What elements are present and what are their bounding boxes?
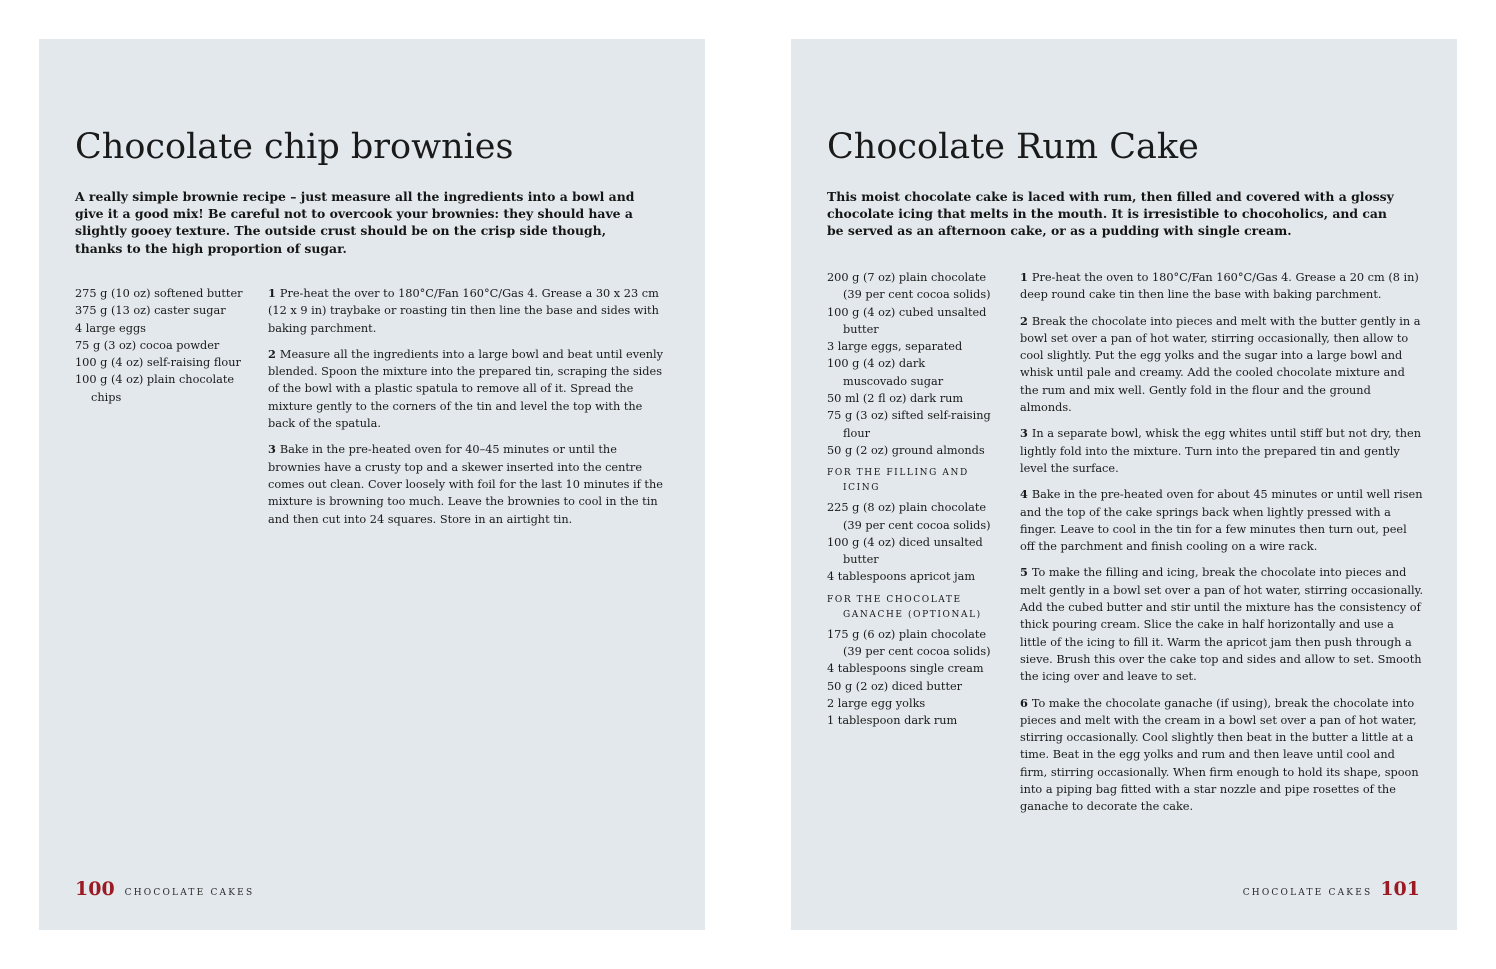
ingredient-item: 100 g (4 oz) dark muscovado sugar: [827, 357, 944, 388]
left-page: [39, 39, 705, 930]
ganache-subheading: FOR THE CHOCOLATE GANACHE (OPTIONAL): [827, 594, 982, 620]
recipe-title: Chocolate Rum Cake: [827, 127, 1199, 167]
filling-subheading: FOR THE FILLING AND ICING: [827, 468, 969, 494]
ingredient-item: 4 tablespoons single cream: [827, 662, 984, 676]
recipe-intro: This moist chocolate cake is laced with rum, then filled and covered with a glossy chocolate icing that melts in the mouth. It is irresistible to chocoholics, and can be served as an afternoon cake, or as a pudding with single cream.: [827, 189, 1394, 239]
ingredient-item: 275 g (10 oz) softened butter: [75, 287, 243, 300]
step-text: Measure all the ingredients into a large bowl and beat until evenly blended. Spoon the mixture into the prepared tin, scraping the sides of the bowl with a plastic spatula to remove all of it. Spread the mixture gently to the corners of the tin and level the top with the back of the spatula.: [268, 347, 664, 431]
step-number: 1: [268, 286, 276, 300]
step-text: Bake in the pre-heated oven for 40–45 minutes or until the brownies have a crusty top and a skewer inserted into the centre comes out clean. Cover loosely with foil for the last 10 minutes if the mixture is browning too much. Leave the brownies to cool in the tin and then cut into 24 squares. Store in an airtight tin.: [268, 443, 663, 526]
ingredients-list: [827, 269, 992, 730]
step-number: 2: [268, 346, 276, 361]
ingredient-item: 50 g (2 oz) diced butter: [827, 679, 963, 693]
step-number: 6: [1020, 695, 1028, 710]
step-text: Pre-heat the oven to 180°C/Fan 160°C/Gas 4. Grease a 20 cm (8 in) deep round cake tin then line the base with baking parchment.: [1020, 271, 1419, 302]
ingredient-item: 200 g (7 oz) plain chocolate (39 per cent cocoa solids): [827, 271, 991, 302]
method-step: [1020, 564, 1424, 685]
method-step: [268, 346, 670, 432]
ingredient-item: 75 g (3 oz) sifted self-raising flour: [827, 409, 991, 440]
step-text: Break the chocolate into pieces and melt with the butter gently in a bowl set over a pan of hot water, stirring occasionally, then allow to cool slightly. Put the egg yolks and the sugar into a large bowl and whisk until pale and creamy. Add the cooled chocolate mixture and the rum and mix well. Gently fold in the flour and the ground almonds.: [1020, 314, 1421, 415]
ingredient-item: 225 g (8 oz) plain chocolate (39 per cent cocoa solids): [827, 501, 991, 532]
recipe-intro: A really simple brownie recipe – just measure all the ingredients into a bowl and give it a good mix! Be careful not to overcook your brownies: they should have a slightly gooey texture. The outside crust should be on the crisp side though, thanks to the high proportion of sugar.: [75, 189, 635, 256]
section-name: CHOCOLATE CAKES: [124, 888, 255, 898]
page-footer: [75, 878, 254, 900]
step-number: 5: [1020, 565, 1028, 580]
ingredient-item: 4 tablespoons apricot jam: [827, 570, 976, 584]
method-step: [1020, 425, 1424, 477]
step-number: 3: [1020, 426, 1028, 441]
page-number: 101: [1380, 878, 1420, 900]
ingredient-item: 4 large eggs: [75, 321, 146, 335]
step-text: To make the chocolate ganache (if using), break the chocolate into pieces and melt with the cream in a bowl set over a pan of hot water, stirring occasionally. Cool slightly then beat in the butter a little at a time. Beat in the egg yolks and rum and then leave until cool and firm, stirring occasionally. When firm enough to hold its shape, spoon into a piping bag fitted with a star nozzle and pipe rosettes of the ganache to decorate the cake.: [1020, 696, 1419, 814]
method-step: [1020, 313, 1424, 417]
step-number: 4: [1020, 487, 1028, 502]
ingredient-item: 75 g (3 oz) cocoa powder: [75, 338, 220, 352]
method-step: [268, 285, 670, 337]
ingredient-item: 3 large eggs, separated: [827, 340, 963, 354]
step-text: In a separate bowl, whisk the egg whites until stiff but not dry, then lightly fold into the mixture. Turn into the prepared tin and gently level the surface.: [1020, 427, 1422, 475]
method-steps: [268, 285, 670, 537]
ingredient-item: 100 g (4 oz) plain chocolate chips: [75, 373, 235, 404]
page-footer: [1243, 878, 1420, 900]
method-step: [1020, 695, 1424, 816]
ingredient-item: 2 large egg yolks: [827, 696, 926, 710]
method-step: [268, 441, 670, 527]
ingredients-list: [75, 285, 245, 406]
recipe-title: Chocolate chip brownies: [75, 127, 514, 167]
ingredient-item: 175 g (6 oz) plain chocolate (39 per cent cocoa solids): [827, 627, 991, 659]
step-text: Pre-heat the over to 180°C/Fan 160°C/Gas 4. Grease a 30 x 23 cm (12 x 9 in) traybake or roasting tin then line the base and sides with baking parchment.: [268, 287, 659, 335]
ingredient-item: 375 g (13 oz) caster sugar: [75, 304, 226, 318]
ingredient-item: 100 g (4 oz) cubed unsalted butter: [827, 305, 987, 336]
ingredient-item: 100 g (4 oz) self-raising flour: [75, 356, 241, 370]
section-name: CHOCOLATE CAKES: [1242, 888, 1373, 898]
method-step: [1020, 269, 1424, 304]
step-text: To make the filling and icing, break the chocolate into pieces and melt gently in a bowl set over a pan of hot water, stirring occasionally. Add the cubed butter and stir until the mixture has the consistency of thick pouring cream. Slice the cake in half horizontally and use a little of the icing to fill it. Warm the apricot jam then push through a sieve. Brush this over the cake top and sides and allow to set. Smooth the icing over and leave to set.: [1020, 566, 1424, 684]
step-number: 2: [1020, 313, 1028, 328]
ingredient-item: 100 g (4 oz) diced unsalted butter: [827, 535, 983, 567]
right-page: [791, 39, 1457, 930]
method-steps: [1020, 269, 1424, 825]
page-number: 100: [75, 878, 115, 900]
method-step: [1020, 486, 1424, 555]
step-text: Bake in the pre-heated oven for about 45 minutes or until well risen and the top of the cake springs back when lightly pressed with a finger. Leave to cool in the tin for a few minutes then turn out, peel off the parchment and finish cooling on a wire rack.: [1020, 488, 1423, 554]
ingredient-item: 50 ml (2 fl oz) dark rum: [827, 392, 964, 406]
ingredient-item: 50 g (2 oz) ground almonds: [827, 443, 985, 457]
step-number: 1: [1020, 270, 1028, 284]
step-number: 3: [268, 442, 276, 457]
ingredient-item: 1 tablespoon dark rum: [827, 714, 958, 728]
